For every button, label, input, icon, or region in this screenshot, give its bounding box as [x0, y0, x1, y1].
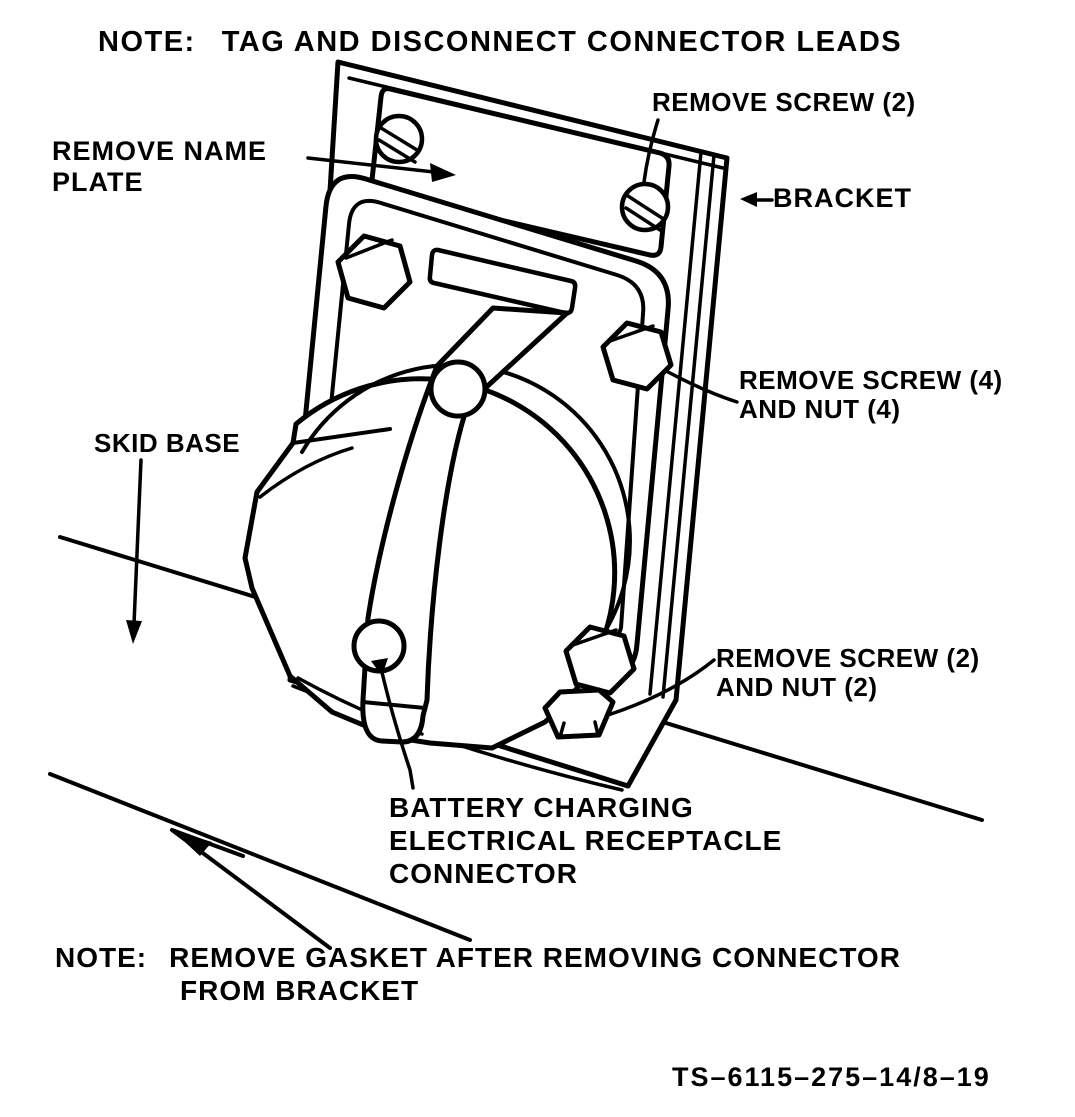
label-line: REMOVE SCREW (2) — [716, 643, 980, 673]
label-line: CONNECTOR — [389, 858, 578, 889]
top-note-text: TAG AND DISCONNECT CONNECTOR LEADS — [221, 26, 903, 58]
figure-number: TS–6115–275–14/8–19 — [672, 1062, 991, 1092]
label-line: AND NUT (2) — [716, 672, 878, 702]
top-note-prefix: NOTE: — [98, 26, 196, 58]
bottom-note — [55, 941, 901, 1007]
label-line: BATTERY CHARGING — [389, 792, 694, 823]
label-remove-screw-nut-4 — [739, 366, 1003, 424]
label-line: AND NUT (4) — [739, 394, 901, 424]
top-note — [98, 26, 902, 59]
label-remove-screw-2-top — [652, 88, 916, 117]
label-line: ELECTRICAL RECEPTACLE — [389, 825, 783, 856]
hex-nut-bottom — [545, 690, 613, 737]
bracket-arrowhead — [740, 192, 757, 207]
label-bracket — [773, 183, 912, 214]
skid-base-arrowhead — [126, 620, 142, 644]
label-battery-connector — [389, 791, 782, 890]
label-skid-base — [94, 429, 240, 458]
bottom-note-line1: REMOVE GASKET AFTER REMOVING CONNECTOR — [169, 942, 901, 973]
skid-base-arrow-shaft — [134, 460, 141, 624]
bottom-note-line2: FROM BRACKET — [180, 975, 420, 1006]
bottom-note-prefix: NOTE: — [55, 942, 148, 973]
label-line: REMOVE NAME — [52, 136, 268, 166]
strap-eyelet-top — [431, 362, 485, 416]
label-line: PLATE — [52, 167, 144, 197]
label-line: SKID BASE — [94, 428, 241, 458]
label-line: REMOVE SCREW (2) — [652, 87, 916, 117]
label-line: BRACKET — [773, 183, 912, 213]
label-remove-name-plate — [52, 136, 267, 198]
label-line: REMOVE SCREW (4) — [739, 365, 1003, 395]
label-remove-screw-nut-2 — [716, 644, 980, 702]
